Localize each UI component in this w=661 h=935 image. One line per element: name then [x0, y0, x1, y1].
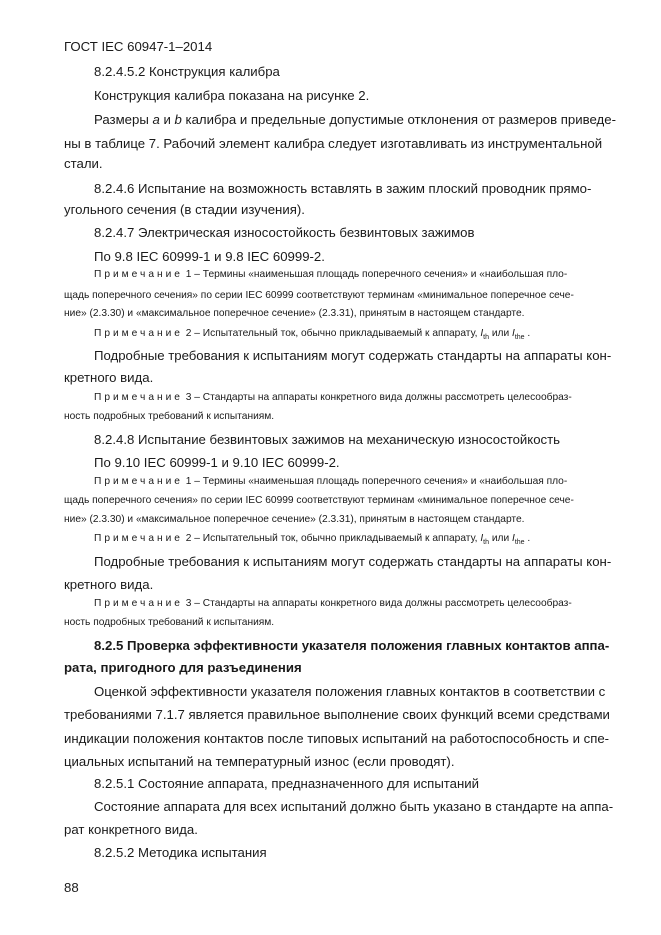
- note-text: 3 – Стандарты на аппараты конкретного вида должны рассмотреть целесообраз-: [182, 598, 572, 609]
- note-line: [94, 476, 567, 487]
- paragraph-line: стали.: [64, 156, 103, 171]
- note-line: [94, 392, 572, 403]
- note-text: 2 – Испытательный ток, обычно прикладываемый к аппарату,: [182, 533, 481, 544]
- section-heading: рата, пригодного для разъединения: [64, 660, 302, 675]
- subscript: th: [483, 334, 489, 342]
- text-run: .: [524, 328, 531, 339]
- note-line: [94, 598, 572, 609]
- symbol-i: I: [512, 328, 515, 339]
- note-label: Примечание: [94, 533, 183, 544]
- text-run: калибра и предельные допустимые отклонения от размеров приведе-: [181, 112, 616, 127]
- note-text: 1 – Термины «наименьшая площадь поперечного сечения» и «наибольшая пло-: [182, 476, 568, 487]
- paragraph-line: кретного вида.: [64, 577, 154, 592]
- paragraph-line: По 9.10 IEC 60999-1 и 9.10 IEC 60999-2.: [94, 455, 340, 470]
- note-label: Примечание: [94, 598, 183, 609]
- paragraph-line: [94, 112, 616, 127]
- paragraph-line: 8.2.5.1 Состояние аппарата, предназначенного для испытаний: [94, 776, 480, 791]
- note-line: [94, 269, 567, 280]
- note-label: Примечание: [94, 328, 183, 339]
- paragraph-line: Состояние аппарата для всех испытаний должно быть указано в стандарте на аппа-: [94, 799, 614, 814]
- symbol-i: I: [480, 328, 484, 339]
- note-line: ние» (2.3.30) и «максимальное поперечное сечение» (2.3.31), принятым в настоящем стандарте.: [64, 514, 525, 525]
- paragraph-line: рат конкретного вида.: [64, 822, 198, 837]
- section-heading: 8.2.5 Проверка эффективности указателя положения главных контактов аппа-: [94, 638, 610, 653]
- paragraph-line: Подробные требования к испытаниям могут содержать стандарты на аппараты кон-: [94, 554, 612, 569]
- paragraph-line: 8.2.5.2 Методика испытания: [94, 845, 267, 860]
- symbol-i: I: [480, 533, 484, 544]
- paragraph-line: Конструкция калибра показана на рисунке 2.: [94, 88, 370, 103]
- note-line: ние» (2.3.30) и «максимальное поперечное сечение» (2.3.31), принятым в настоящем стандарте.: [64, 308, 525, 319]
- paragraph-line: 8.2.4.6 Испытание на возможность вставлять в зажим плоский проводник прямо-: [94, 181, 592, 196]
- note-text: 2 – Испытательный ток, обычно прикладываемый к аппарату,: [182, 328, 481, 339]
- symbol-i: I: [512, 533, 515, 544]
- paragraph-line: требованиями 7.1.7 является правильное выполнение своих функций всеми средствами: [64, 707, 610, 722]
- paragraph-line: угольного сечения (в стадии изучения).: [64, 202, 305, 217]
- note-line: щадь поперечного сечения» по серии IEC 60999 соответствуют терминам «минимальное поперечное сече-: [64, 495, 574, 506]
- subscript: the: [514, 539, 525, 547]
- text-run: и: [159, 112, 175, 127]
- page-number: 88: [64, 880, 79, 895]
- paragraph-line: циальных испытаний на температурный износ (если проводят).: [64, 754, 455, 769]
- text-run: или: [489, 533, 512, 544]
- subscript: th: [483, 539, 489, 547]
- note-label: Примечание: [94, 269, 183, 280]
- var-a: a: [152, 112, 160, 127]
- note-line: [94, 533, 530, 546]
- note-text: 1 – Термины «наименьшая площадь поперечного сечения» и «наибольшая пло-: [182, 269, 568, 280]
- paragraph-line: индикации положения контактов после типовых испытаний на работоспособность и спе-: [64, 731, 610, 746]
- paragraph-line: 8.2.4.7 Электрическая износостойкость безвинтовых зажимов: [94, 225, 475, 240]
- page-header-standard-id: ГОСТ IEC 60947-1–2014: [64, 39, 213, 54]
- text-run: .: [524, 533, 531, 544]
- paragraph-line: ны в таблице 7. Рабочий элемент калибра следует изготавливать из инструментальной: [64, 136, 603, 151]
- text-run: или: [489, 328, 512, 339]
- text-run: Размеры: [94, 112, 153, 127]
- note-label: Примечание: [94, 476, 183, 487]
- note-line: ность подробных требований к испытаниям.: [64, 617, 275, 628]
- var-b: b: [174, 112, 182, 127]
- paragraph-line: 8.2.4.8 Испытание безвинтовых зажимов на механическую износостойкость: [94, 432, 561, 447]
- note-line: ность подробных требований к испытаниям.: [64, 411, 275, 422]
- paragraph-line: По 9.8 IEC 60999-1 и 9.8 IEC 60999-2.: [94, 249, 325, 264]
- paragraph-line: 8.2.4.5.2 Конструкция калибра: [94, 64, 280, 79]
- note-line: [94, 328, 530, 341]
- paragraph-line: кретного вида.: [64, 370, 154, 385]
- note-line: щадь поперечного сечения» по серии IEC 60999 соответствуют терминам «минимальное поперечное сече-: [64, 290, 574, 301]
- paragraph-line: Подробные требования к испытаниям могут содержать стандарты на аппараты кон-: [94, 348, 612, 363]
- paragraph-line: Оценкой эффективности указателя положения главных контактов в соответствии с: [94, 684, 606, 699]
- note-label: Примечание: [94, 392, 183, 403]
- note-text: 3 – Стандарты на аппараты конкретного вида должны рассмотреть целесообраз-: [182, 392, 572, 403]
- subscript: the: [514, 334, 525, 342]
